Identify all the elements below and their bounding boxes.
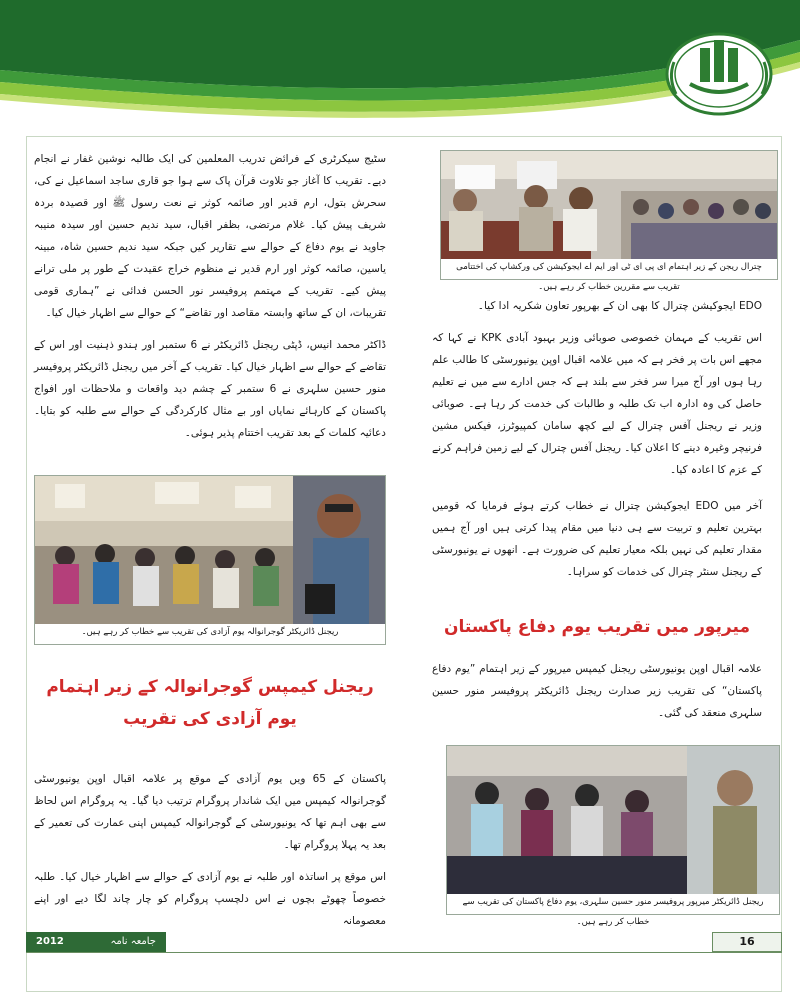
right-column-text-top bbox=[432, 295, 762, 491]
paragraph: پاکستان کے 65 ویں یوم آزادی کے موقع پر علامہ اقبال اوپن یونیورسٹی گوجرانوالہ کیمپس میں ایک شاندار پروگرام ترتیب دیا گیا۔ یہ پروگرام اس لحاظ سے بھی اہم تھا کہ یونیورسٹی کے گوجرانوالہ کیمپس اپنی عمارت کی تعمیر کے بعد یہ پہلا پروگرام تھا۔ bbox=[34, 773, 386, 851]
heading-gujranwala-line1: ریجنل کیمپس گوجرانوالہ کے زیر اہتمام bbox=[46, 677, 374, 697]
gujranwala-photo-image bbox=[35, 476, 385, 624]
heading-gujranwala-line2: یوم آزادی کی تقریب bbox=[123, 709, 297, 729]
left-column-text bbox=[34, 148, 386, 454]
footer-year: 2012 bbox=[36, 936, 64, 947]
photo-chitral-event bbox=[440, 150, 778, 292]
paragraph: اس تقریب کے مہمان خصوصی صوبائی وزیر بہبود آبادی KPK نے کہا کہ مجھے اس بات پر فخر ہے کہ میں علامہ اقبال اوپن یونیورسٹی کا طالب علم رہا ہوں اور آج میرا سر فخر سے بلند ہے کہ جس ادارے سے میں نے تعلیم حاصل کی وہ ادارہ اب تک طلبہ و طالبات کی خدمت کر رہا ہے۔ صوبائی وزیر نے ریجنل آفس چترال کے لیے کچھ سامان کمپیوٹرز، فیکس مشین فرنیچر وغیرہ دینے کا اعلان کیا۔ ریجنل آفس چترال کے لیے زمین فراہم کرنے کے عزم کا اعادہ کیا۔ bbox=[432, 332, 762, 476]
paragraph: آخر میں EDO ایجوکیشن چترال نے خطاب کرتے ہوئے فرمایا کہ قومیں بہترین تعلیم و تربیت سے ہی دنیا میں مقام پیدا کرتی ہیں اور آج ہمیں مقدار تعلیم کی نہیں بلکہ معیار تعلیم کی ضرورت ہے۔ انھوں نے یونیورسٹی کے ریجنل سنٹر چترال کی خدمات کو سراہا۔ bbox=[432, 500, 762, 578]
right-column-text-mid bbox=[432, 495, 762, 593]
paragraph: EDO ایجوکیشن چترال کا بھی ان کے بھرپور تعاون شکریہ ادا کیا۔ bbox=[477, 300, 762, 312]
university-logo bbox=[660, 22, 778, 120]
photo-caption: ریجنل ڈائریکٹر میرپور پروفیسر منور حسین سلہری، یوم دفاع پاکستان کی تقریب سے خطاب کر رہے ہیں۔ bbox=[462, 897, 764, 927]
paragraph: علامہ اقبال اوپن یونیورسٹی ریجنل کیمپس میرپور کے زیر اہتمام ”یوم دفاع پاکستان“ کی تقریب زیر صدارت ریجنل ڈائریکٹر پروفیسر منور حسین سلہری منعقد کی گئی۔ bbox=[432, 663, 762, 719]
photo-mirpur-event bbox=[446, 745, 780, 927]
mirpur-photo-image bbox=[447, 746, 779, 894]
photo-gujranwala-event bbox=[34, 475, 386, 645]
page-number: 16 bbox=[712, 932, 782, 952]
right-column-text-bottom bbox=[432, 658, 762, 734]
chitral-photo-image bbox=[441, 151, 777, 259]
paragraph: سٹیج سیکرٹری کے فرائض تدریب المعلمین کی ایک طالبہ نوشین غفار نے انجام دیے۔ تقریب کا آغاز جو تلاوت قرآن پاک سے ہوا جو قاری ساجد اسماعیل نے کی، سحرش بتول، ارم قدیر اور صائمہ کوثر نے نعت رسول ﷺ اور قصیدہ بردہ شریف پیش کیا۔ غلام مرتضی، بظفر اقبال، سید ندیم حسین اور سیدہ منیبہ جاوید نے یوم دفاع کے حوالے سے تقاریر کیں جبکہ سید ندیم حسین شاہ، مبینہ یاسین، صائمہ کوثر اور ارم قدیر نے منظوم خراج عقیدت کے طور پر ملی ترانے پیش کیے۔ تقریب کے مہتمم پروفیسر نور الحسن فدائی نے ”ہماری قومی تقریبات، ان کے ساتھ وابستہ مقاصد اور تقاضے“ کے حوالے سے اظہار خیال کیا۔ bbox=[34, 153, 386, 319]
left-column-text-bottom bbox=[34, 768, 386, 942]
photo-caption: ریجنل ڈائریکٹر گوجرانوالہ یوم آزادی کی تقریب سے خطاب کر رہے ہیں۔ bbox=[81, 627, 339, 637]
footer-publication-name: جامعہ نامہ bbox=[110, 936, 156, 947]
paragraph: ڈاکٹر محمد انیس، ڈپٹی ریجنل ڈائریکٹر نے 6 ستمبر اور ہندو ذہنیت اور اس کے تقاضے کے حوالے سے اظہار خیال کیا۔ تقریب کے آخر میں ریجنل ڈائریکٹر پروفیسر منور حسین سلہری نے 6 ستمبر کے چشم دید واقعات و ملاحظات اور افواج پاکستان کے کارہائے نمایاں اور بے مثال کارکردگی کے حوالے سے طلبہ کو بتایا۔ دعائیہ کلمات کے بعد تقریب اختتام پذیر ہوئی۔ bbox=[34, 339, 386, 439]
photo-caption: چترال ریجن کے زیر اہتمام ای پی ای ٹی اور ایم اے ایجوکیشن کی ورکشاپ کی اختتامی تقریب سے مقررین خطاب کر رہے ہیں۔ bbox=[456, 262, 762, 292]
heading-mirpur-defence-day: میرپور میں تقریب یوم دفاع پاکستان bbox=[444, 617, 750, 637]
footer-banner bbox=[26, 932, 166, 952]
footer-rule bbox=[26, 952, 782, 953]
paragraph: اس موقع پر اساتذہ اور طلبہ نے یوم آزادی کے حوالے سے اظہار خیال کیا۔ طلبہ خصوصاً چھوٹے بچوں نے اس دلچسپ پروگرام کو چار چاند لگا دیے اور اپنے معصومانہ bbox=[34, 871, 386, 927]
